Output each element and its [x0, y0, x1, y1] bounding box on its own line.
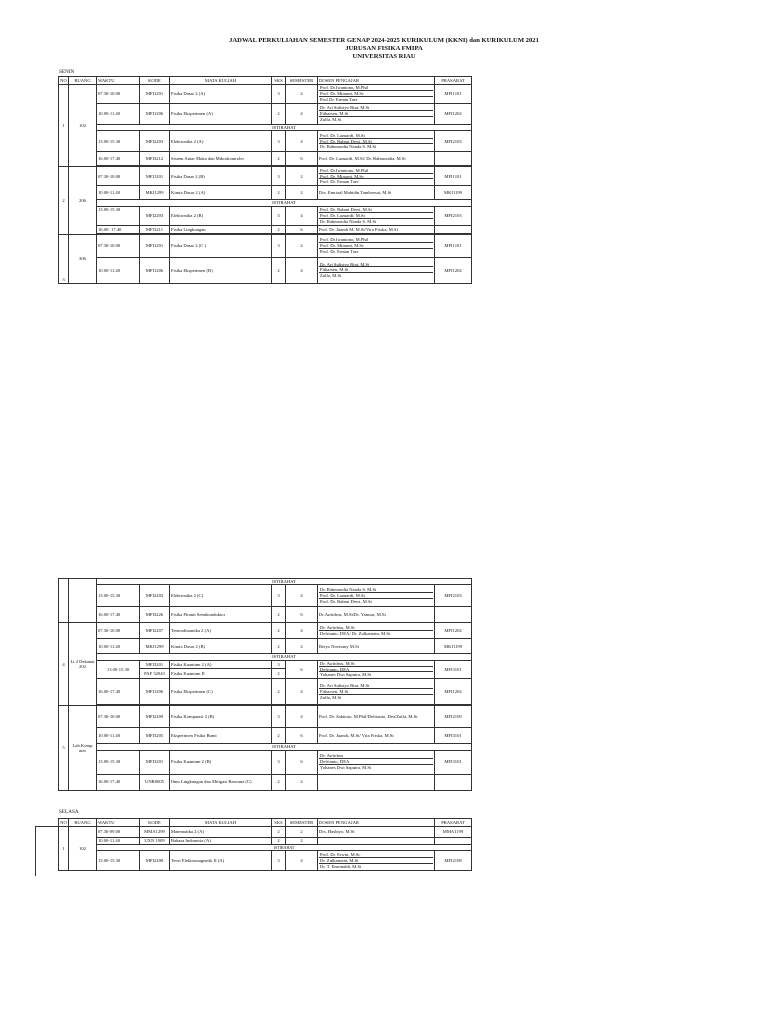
schedule-table-selasa: [58, 818, 472, 871]
cell-mata-kuliah: Fisika Piranti Semikonduktor: [170, 607, 272, 623]
cell-waktu: 13.00-15.30: [97, 750, 140, 774]
cell-semester: 4: [286, 706, 318, 728]
dosen-name: Dr. Zulkarnain, M.Si: [319, 858, 433, 864]
cell-mata-kuliah: Kimia Dasar 2 (B): [170, 639, 272, 654]
cell-dosen: Prof. Dr. Juandi M, M.Si/Vira Friska, M.Si: [318, 225, 435, 233]
cell-waktu: 07.30-10.00: [97, 623, 140, 639]
cell-semester: 4: [286, 623, 318, 639]
cell-waktu: 07.30-10.00: [97, 706, 140, 728]
cell-dosen: [318, 750, 435, 774]
cell-mata-kuliah: Fisika Eksperimen (B): [170, 257, 272, 283]
day-label-senin: SENIN: [59, 69, 75, 75]
cell-semester: 6: [286, 660, 318, 678]
cell-dosen: [318, 85, 435, 104]
cell-sks: 2: [272, 225, 286, 233]
cell-sks: 2: [272, 623, 286, 639]
table-row: [59, 838, 472, 845]
dosen-name: Dr. Rahmondia Nanda S. M.Si: [320, 144, 377, 150]
schedule-table-continued: [58, 578, 472, 791]
cell-mata-kuliah: Teori Elektromagnetik II (A): [170, 851, 272, 871]
cell-dosen: [318, 167, 435, 186]
cell-semester: 4: [286, 131, 318, 152]
cell-kode: MKI1299: [140, 639, 170, 654]
cell-semester: 6: [286, 225, 318, 233]
col-header-prasarat: PRASARAT: [435, 819, 472, 827]
cell-sks-alt: 2: [272, 668, 286, 678]
cell-kode: MFI1201: [140, 167, 170, 186]
col-header-mata-kuliah: MATA KULIAH: [170, 819, 272, 827]
col-header-semester: SEMESTER: [286, 819, 318, 827]
dosen-name: Yohanes Dwi Saputra, M.Si: [320, 672, 372, 678]
cell-waktu: 16.00-17.40: [97, 679, 140, 705]
cell-mata-kuliah: Fisika Lingkungan: [170, 225, 272, 233]
table-header-row: [59, 819, 472, 827]
dosen-name: Prof. Dr. Minarni, M.Sc: [319, 174, 433, 180]
cell-semester: 2: [286, 85, 318, 104]
table-row: [59, 623, 472, 639]
cell-waktu: 07.30-09.00: [97, 827, 140, 838]
cell-mata-kuliah: Bahasa Indonesia (A): [170, 838, 272, 845]
cell-kode: MFI3212: [140, 152, 170, 166]
cell-mata-kuliah: Elektronika 2 (B): [170, 206, 272, 225]
cell-prasarat: MFI2103: [435, 585, 472, 607]
table-row: [59, 131, 472, 152]
cell-semester: 2: [286, 186, 318, 200]
cell-mata-kuliah: Fisika Dasar 2 (B): [170, 167, 272, 186]
dosen-name: Prof. Dr. Lazuardi, M.Si: [319, 133, 433, 139]
cell-dosen: [318, 660, 435, 678]
cell-waktu: 07.30-10.00: [97, 167, 140, 186]
cell-kode: MFI2208: [140, 851, 170, 871]
dosen-name: Prof. Dr. Rahmi Dewi, M.Si: [319, 207, 433, 213]
cell-kode: MKI1299: [140, 186, 170, 200]
dosen-name: Prof. Dr. Lazuardi, M.Si: [319, 593, 433, 599]
dosen-name: Prof. Dr. Erman Taer: [320, 179, 359, 185]
cell-prasarat: MFI2103: [435, 131, 472, 152]
room-no: 1: [59, 827, 69, 871]
dosen-name: Prof. Dr. Minarni, M.Sc: [319, 91, 433, 97]
istirahat-label: ISTIRAHAT: [97, 200, 472, 206]
cell-prasarat: MFI1101: [435, 167, 472, 186]
cell-dosen: Drs. Hasbiyo, M.Si: [318, 827, 435, 838]
cell-mata-kuliah: Sistem Antar Muka dan Mikrokontroler: [170, 152, 272, 166]
cell-mata-kuliah: Eksperimen Fisika Bumi: [170, 728, 272, 744]
table-row: [59, 257, 472, 283]
dosen-name: Defrianto, DEA/ Dr. Zulkarnain, M.Si: [320, 630, 391, 636]
cell-kode: MFI1206: [140, 679, 170, 705]
cell-waktu: 10.00-11.40: [97, 104, 140, 125]
cell-mata-kuliah: Fisika Eksperimen (C): [170, 679, 272, 705]
table-row: [59, 827, 472, 838]
cell-prasarat: MFI1101: [435, 234, 472, 257]
table-row: [59, 167, 472, 186]
dosen-name: Yohanes Dwi Saputra, M.Si: [320, 765, 372, 770]
table-row: [59, 679, 472, 705]
cell-dosen: Drs. Emrizal Mahidin Tamboesai, M.Si: [318, 186, 435, 200]
cell-sks: 2: [272, 607, 286, 623]
cell-dosen: [318, 679, 435, 705]
cell-waktu: 13.00-15.30: [97, 585, 140, 607]
day-label-selasa: SELASA: [59, 809, 79, 815]
dosen-name: Dr. Ari Sulistyo Rini, M.Si: [319, 262, 433, 268]
room-name: 102: [69, 827, 97, 871]
cell-kode: UXN 1009: [140, 838, 170, 845]
cell-mata-kuliah: Termodinamika 2 (A): [170, 623, 272, 639]
room-no-empty: [59, 579, 69, 623]
table-row: [59, 186, 472, 200]
room-no: 3: [59, 234, 69, 283]
cell-dosen: [318, 774, 435, 790]
room-name-empty: [69, 579, 97, 623]
table-row: [59, 607, 472, 623]
cell-kode: MFI2203: [140, 585, 170, 607]
cell-prasarat: MKI1199: [435, 186, 472, 200]
cell-dosen: [318, 131, 435, 152]
cell-dosen: Dr.Awitdrus, M.Si/Dr. Yamsar, M.Si: [318, 607, 435, 623]
cell-dosen: Rieyo Novisany M.Si: [318, 639, 435, 654]
cell-prasarat: MFI1202: [435, 623, 472, 639]
col-header-dosen: DOSEN PENGAJAR: [318, 819, 435, 827]
table-row: [59, 728, 472, 744]
col-header-mata-kuliah: MATA KULIAH: [170, 77, 272, 85]
cell-semester: 2: [286, 827, 318, 838]
cell-mata-kuliah: Matematika 2 (A): [170, 827, 272, 838]
room-name: Lt 2 Dekanat 202: [69, 623, 97, 706]
col-header-semester: SEMESTER: [286, 77, 318, 85]
cell-semester: 4: [286, 206, 318, 225]
dosen-name: Fitharsen, M.Si: [319, 111, 433, 117]
dosen-name: Prof. Dr. Rahmi Dewi, M.Si: [319, 139, 433, 145]
cell-sks: 3: [272, 85, 286, 104]
cell-prasarat: [435, 225, 472, 233]
cell-sks: 2: [272, 152, 286, 166]
dosen-name: Prof. Dr. Lazuardi, M.Si: [319, 213, 433, 219]
cell-sks: 2: [272, 257, 286, 283]
cell-sks: 3: [272, 585, 286, 607]
col-header-kode: KODE: [140, 819, 170, 827]
dosen-name: Prof Dr. Erman Taer: [320, 96, 358, 102]
room-name: 102: [69, 85, 97, 167]
cell-prasarat: MKI1199: [435, 639, 472, 654]
cell-waktu: 13.00-15.30: [97, 206, 140, 225]
table-row: [59, 104, 472, 125]
dosen-name: Dr. Awitdrus: [319, 753, 433, 759]
room-no: 1: [59, 85, 69, 167]
cell-sks: 3: [272, 234, 286, 257]
table-header-row: [59, 77, 472, 85]
cell-sks: 2: [272, 186, 286, 200]
cell-sks: 3: [272, 660, 286, 668]
cell-prasarat: MFI3101: [435, 728, 472, 744]
cell-kode: MFI2203: [140, 206, 170, 225]
cell-mata-kuliah: Ilmu Lingkungan dan Mitigasi Bencana (C): [170, 774, 272, 790]
cell-semester: 4: [286, 585, 318, 607]
istirahat-label: ISTIRAHAT: [97, 125, 472, 131]
cell-semester: 2: [286, 639, 318, 654]
cell-semester: 2: [286, 774, 318, 790]
table-row: [59, 585, 472, 607]
cell-dosen: [318, 585, 435, 607]
cell-sks: 2: [272, 728, 286, 744]
cell-kode: MFI3211: [140, 225, 170, 233]
istirahat-label: ISTIRAHAT: [97, 845, 472, 851]
cell-prasarat: MFI1202: [435, 679, 472, 705]
cell-sks: 2: [272, 679, 286, 705]
dosen-name: Zulfa, M.Si: [320, 694, 342, 700]
cell-sks: 3: [272, 206, 286, 225]
title-line-2: JURUSAN FISIKA FMIPA: [345, 45, 423, 52]
dosen-name: Fitharsen, M.Si: [319, 267, 433, 273]
cell-kode: MFI2209: [140, 706, 170, 728]
cell-sks: 2: [272, 104, 286, 125]
cell-sks: 2: [272, 774, 286, 790]
cell-waktu: 10.00-11.40: [97, 257, 140, 283]
table-row: [59, 639, 472, 654]
room-no: 4: [59, 623, 69, 706]
table-row: [59, 152, 472, 166]
cell-prasarat: MFI2108: [435, 851, 472, 871]
cell-waktu: 13.00-15.30: [97, 660, 140, 678]
cell-semester: 4: [286, 257, 318, 283]
cell-waktu: 16.00- 17.40: [97, 225, 140, 233]
dosen-name: Fitharsen, M.Si: [319, 689, 433, 695]
istirahat-label: ISTIRAHAT: [97, 579, 472, 585]
cell-prasarat: MFI2103: [435, 206, 472, 225]
cell-waktu: 10.00-11.40: [97, 838, 140, 845]
dosen-name: Zulfa, M.Si: [320, 273, 342, 279]
cell-dosen: [318, 234, 435, 257]
table-row: [59, 851, 472, 871]
cell-waktu: 07.30-10.00: [97, 85, 140, 104]
istirahat-label: ISTIRAHAT: [97, 744, 472, 750]
col-header-ruang: RUANG: [69, 819, 97, 827]
cell-semester: 4: [286, 104, 318, 125]
cell-semester: 2: [286, 838, 318, 845]
col-header-no: NO: [60, 77, 67, 83]
col-header-no: NO: [60, 819, 67, 825]
cell-kode: MFI2203: [140, 131, 170, 152]
cell-semester: 2: [286, 234, 318, 257]
dosen-name: Defrianto, DEA: [319, 667, 433, 673]
col-header-waktu: WAKTU: [97, 77, 140, 85]
cell-waktu: 10.00-11.40: [97, 728, 140, 744]
dosen-name: Prof. Dr.Iwantono, M.Phil: [319, 85, 433, 91]
table-row: [59, 774, 472, 790]
cell-semester: 6: [286, 607, 318, 623]
cell-sks: 2: [272, 838, 286, 845]
cell-mata-kuliah: Kimia Dasar 2 (A): [170, 186, 272, 200]
table-row: [59, 706, 472, 728]
cell-prasarat: MMA1199: [435, 827, 472, 838]
cell-semester: 6: [286, 152, 318, 166]
margin-line: [35, 826, 36, 876]
cell-sks: 2: [272, 639, 286, 654]
cell-kode: MFI3205: [140, 728, 170, 744]
cell-mata-kuliah-alt: Fisika Kuantum II: [170, 668, 272, 678]
cell-dosen: [318, 206, 435, 225]
cell-mata-kuliah: Fisika Komputasi 2 (B): [170, 706, 272, 728]
dosen-name: Dr. Awitdrus, M.Si: [319, 625, 433, 631]
cell-kode: MFI1201: [140, 234, 170, 257]
cell-mata-kuliah: Elektronika 2 (A): [170, 131, 272, 152]
table-row: [59, 85, 472, 104]
dosen-name: Dr. Ari Sulistyo Rini, M.Si: [319, 105, 433, 111]
table-row: [59, 225, 472, 233]
cell-semester: 4: [286, 679, 318, 705]
title-line-3: UNIVERSITAS RIAU: [352, 53, 416, 60]
cell-kode: MFI3226: [140, 607, 170, 623]
cell-prasarat: [435, 607, 472, 623]
cell-sks: 3: [272, 167, 286, 186]
cell-prasarat: [435, 774, 472, 790]
table-row: [59, 750, 472, 774]
room-name: Lab.Komp uter: [69, 706, 97, 791]
cell-sks: 3: [272, 750, 286, 774]
cell-kode: MFI1206: [140, 257, 170, 283]
cell-prasarat: [435, 838, 472, 845]
dosen-name: Prof. Dr. Erwin, M.Sc: [319, 852, 433, 858]
cell-waktu: 13.00-15.30: [97, 131, 140, 152]
col-header-ruang: RUANG: [69, 77, 97, 85]
cell-kode: UNR0005: [140, 774, 170, 790]
table-row: [59, 206, 472, 225]
cell-waktu: 13.00-15.30: [97, 851, 140, 871]
col-header-sks: SKS: [272, 819, 286, 827]
cell-dosen: [318, 257, 435, 283]
dosen-name: Dr. Rahmondia Nanda S. M.Si: [320, 218, 377, 224]
col-header-kode: KODE: [140, 77, 170, 85]
cell-prasarat: MFI2109: [435, 706, 472, 728]
table-row: [59, 660, 472, 668]
cell-dosen: Prof. Dr. Lazuardi, M.Si/ Dr. Rahmondia, M.Si: [318, 152, 435, 166]
col-header-sks: SKS: [272, 77, 286, 85]
dosen-name: Dr. Ari Sulistyo Rini, M.Si: [319, 683, 433, 689]
cell-prasarat: MFI1202: [435, 257, 472, 283]
cell-prasarat: MFI3101: [435, 750, 472, 774]
cell-mata-kuliah: Fisika Dasar 2 (C ): [170, 234, 272, 257]
cell-prasarat: MFI1202: [435, 104, 472, 125]
col-header-prasarat: PRASARAT: [435, 77, 472, 85]
cell-mata-kuliah: Fisika Kuantum 2 (A): [170, 660, 272, 668]
cell-prasarat: MFI1101: [435, 85, 472, 104]
dosen-name: Zulfa, M.Si: [320, 116, 342, 122]
istirahat-label: ISTIRAHAT: [97, 654, 472, 660]
cell-dosen: [318, 623, 435, 639]
cell-kode-alt: PAF 32043: [140, 668, 170, 678]
schedule-table-senin: [58, 76, 472, 284]
cell-semester: 4: [286, 851, 318, 871]
dosen-name: Prof. Dr. Minarni, M.Sc: [319, 243, 433, 249]
col-header-dosen: DOSEN PENGAJAR: [318, 77, 435, 85]
cell-dosen: Prof. Dr. Saktioto, M.Phil/Defrianto, Dea/Zulfa, M.Si: [318, 706, 435, 728]
col-header-waktu: WAKTU: [97, 819, 140, 827]
dosen-name: Prof. Dr.Iwantono, M.Phil: [319, 168, 433, 174]
cell-kode: MFI3201: [140, 750, 170, 774]
dosen-name: Prof. Dr. Rahmi Dewi, M.Si: [320, 598, 372, 604]
cell-mata-kuliah: Fisika Kuantum 2 (B): [170, 750, 272, 774]
dosen-name: Defrianto, DEA: [319, 759, 433, 765]
cell-sks: 3: [272, 131, 286, 152]
cell-sks: 2: [272, 827, 286, 838]
cell-dosen: [318, 851, 435, 871]
room-name: 306: [69, 234, 97, 283]
room-no: 2: [59, 167, 69, 234]
cell-mata-kuliah: Fisika Eksperimen (A): [170, 104, 272, 125]
cell-sks: 3: [272, 851, 286, 871]
cell-prasarat: [435, 152, 472, 166]
cell-semester: 2: [286, 167, 318, 186]
cell-prasarat: MFI3101: [435, 660, 472, 678]
cell-dosen: [318, 104, 435, 125]
dosen-name: Dr. Rahmondia Nanda S. M.Si: [319, 587, 433, 593]
cell-kode: MFI2207: [140, 623, 170, 639]
cell-semester: 6: [286, 728, 318, 744]
room-name: 206: [69, 167, 97, 234]
cell-kode: MFI1201: [140, 85, 170, 104]
cell-waktu: 16.00-17.40: [97, 152, 140, 166]
dosen-name: Prof. Dr.Iwantono, M.Phil: [319, 237, 433, 243]
cell-dosen: [318, 838, 435, 845]
document-header: [0, 37, 768, 61]
cell-waktu: 10.00-11.40: [97, 639, 140, 654]
spacer-row: [59, 790, 472, 791]
cell-waktu: 16.00-17.40: [97, 607, 140, 623]
cell-mata-kuliah: Fisika Dasar 2 (A): [170, 85, 272, 104]
table-row: [59, 234, 472, 257]
cell-waktu: 07.30-10.00: [97, 234, 140, 257]
dosen-name: Dr. T. Emrinaldi, M.Si: [320, 863, 362, 869]
cell-waktu: 16.00-17.40: [97, 774, 140, 790]
cell-dosen: Prof. Dr. Juandi, M.Si/ Vira Friska, M.Si: [318, 728, 435, 744]
cell-sks: 3: [272, 706, 286, 728]
cell-kode: MMA1299: [140, 827, 170, 838]
title-line-1: JADWAL PERKULIAHAN SEMESTER GENAP 2024-2025 KURIKULUM (KKNI) dan KURIKULUM 2021: [229, 37, 539, 44]
cell-semester: 6: [286, 750, 318, 774]
dosen-name: Prof. Dr. Erman Taer: [320, 248, 359, 254]
dosen-name: Dr. Awitdrus, M.Si: [319, 661, 433, 667]
cell-waktu: 10.00-11.40: [97, 186, 140, 200]
cell-kode: MFI3201: [140, 660, 170, 668]
cell-kode: MFI1206: [140, 104, 170, 125]
cell-mata-kuliah: Elektronika 2 (C): [170, 585, 272, 607]
room-no: 5: [59, 706, 69, 791]
